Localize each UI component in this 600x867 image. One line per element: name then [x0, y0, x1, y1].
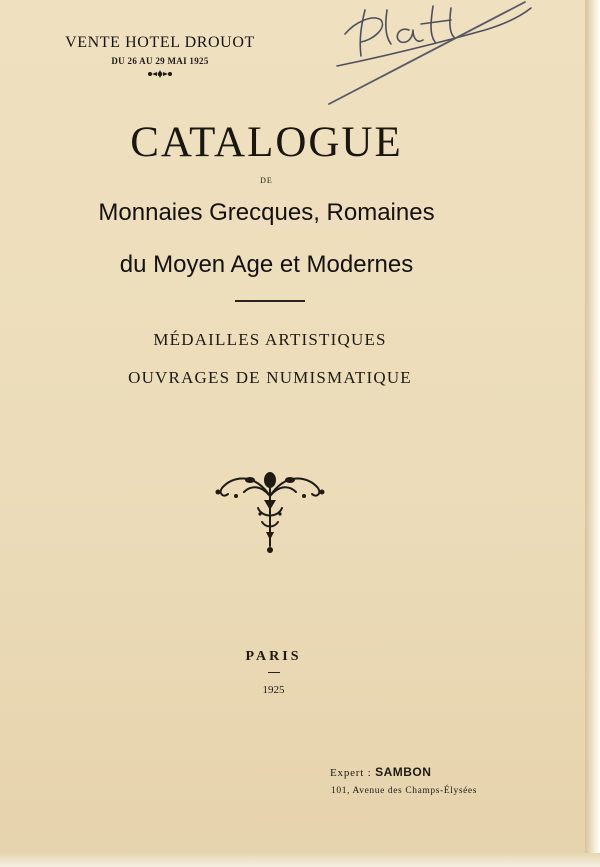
title-connector: DE	[260, 176, 273, 185]
expert-line	[330, 765, 530, 779]
subtitle-line-1: Monnaies Grecques, Romaines	[98, 199, 435, 226]
section-line-1: MÉDAILLES ARTISTIQUES	[153, 330, 387, 349]
title-divider	[235, 300, 305, 302]
sale-header	[40, 34, 280, 79]
subtitle-line-2: du Moyen Age et Modernes	[119, 251, 414, 278]
handwritten-signature	[325, 0, 535, 105]
floral-ornament-icon	[214, 466, 326, 556]
imprint-divider	[268, 672, 280, 673]
page-edge	[585, 0, 600, 867]
sale-dates: DU 26 AU 29 MAI 1925	[111, 56, 209, 66]
expert-address: 101, Avenue des Champs-Élysées	[331, 786, 478, 796]
sale-title: VENTE HOTEL DROUOT	[65, 34, 255, 51]
expert-name: SAMBON	[375, 765, 432, 779]
imprint-year: 1925	[262, 684, 285, 696]
catalogue-title: CATALOGUE	[130, 119, 403, 166]
section-line-2: OUVRAGES DE NUMISMATIQUE	[128, 368, 412, 387]
imprint-city: PARIS	[245, 649, 302, 664]
scan-margin	[0, 853, 600, 867]
fleuron-icon	[145, 69, 175, 79]
expert-label: Expert :	[330, 767, 376, 779]
